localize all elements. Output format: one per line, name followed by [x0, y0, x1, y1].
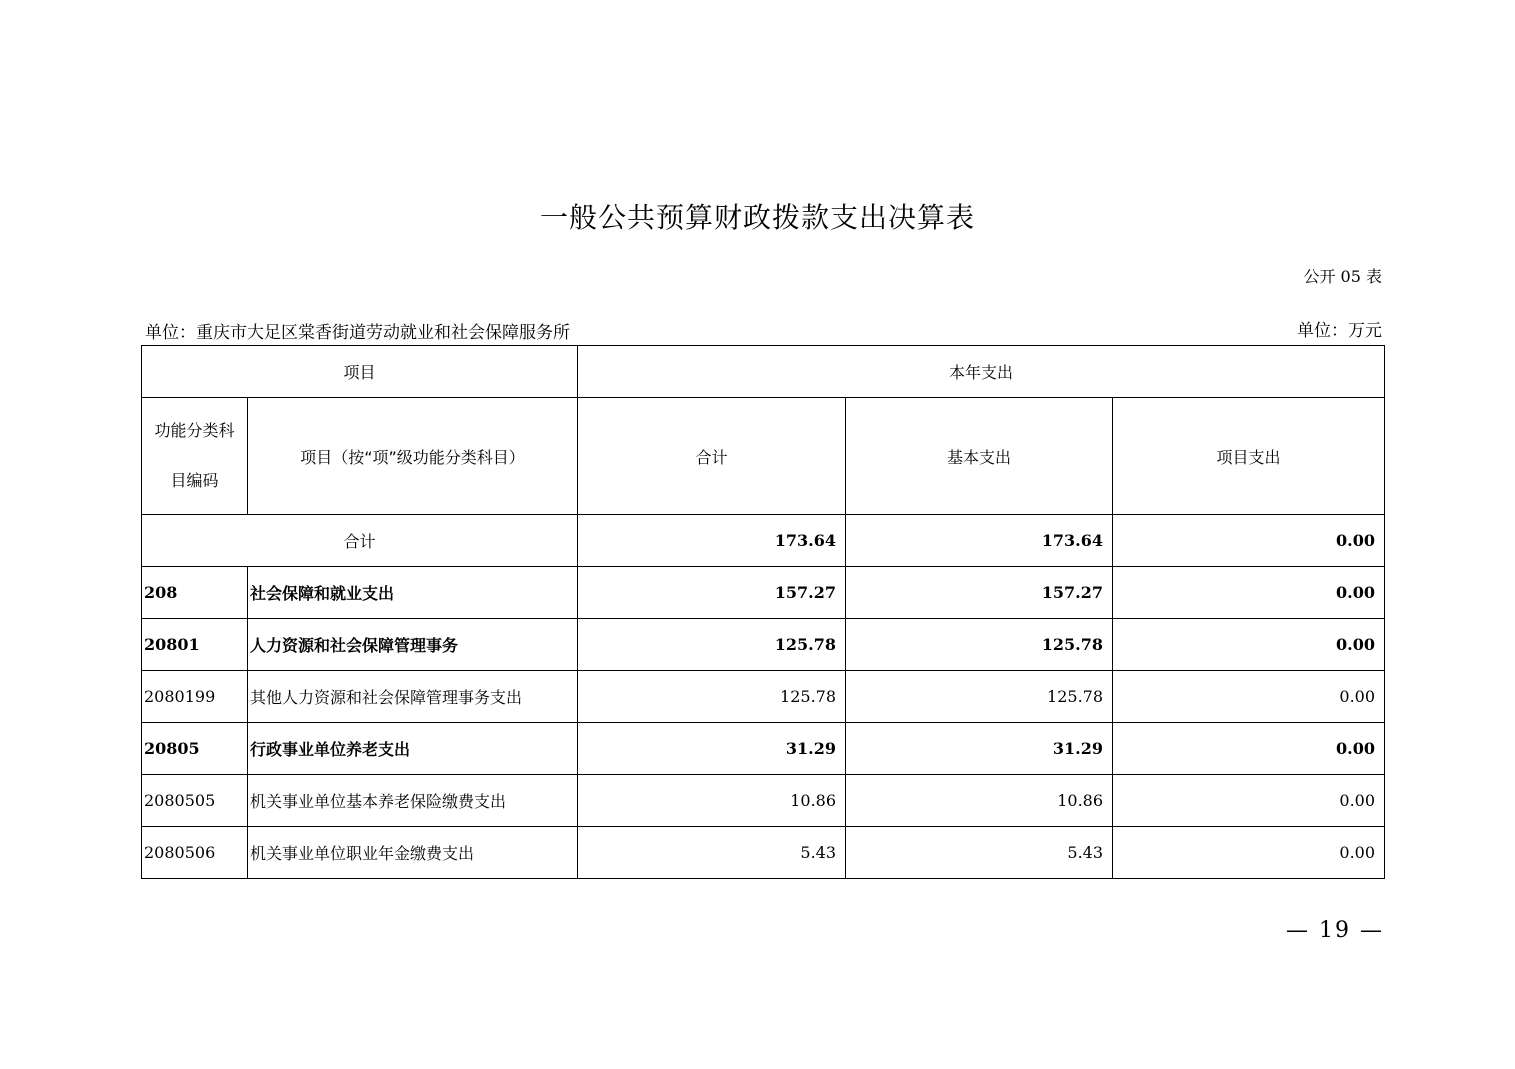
row-code: 20805: [142, 723, 248, 775]
page-number: — 19 —: [1286, 918, 1384, 943]
row-basic: 125.78: [846, 619, 1113, 671]
row-name: 人力资源和社会保障管理事务: [248, 619, 578, 671]
row-total: 10.86: [578, 775, 846, 827]
row-project: 0.00: [1113, 567, 1385, 619]
row-name: 社会保障和就业支出: [248, 567, 578, 619]
table-row: [142, 619, 1385, 671]
row-basic: 10.86: [846, 775, 1113, 827]
header-item-name: 项目（按“项”级功能分类科目）: [248, 398, 578, 515]
row-project: 0.00: [1113, 619, 1385, 671]
row-total: 5.43: [578, 827, 846, 879]
header-row-1: [142, 346, 1385, 398]
row-name: 机关事业单位基本养老保险缴费支出: [248, 775, 578, 827]
total-basic: 173.64: [846, 515, 1113, 567]
header-function-code: [142, 398, 248, 515]
total-label: 合计: [142, 515, 578, 567]
row-total: 31.29: [578, 723, 846, 775]
header-row-2: [142, 398, 1385, 515]
page-title: 一般公共预算财政拨款支出决算表: [539, 201, 975, 234]
header-basic-expense: 基本支出: [846, 398, 1113, 515]
total-amount: 173.64: [578, 515, 846, 567]
total-row: [142, 515, 1385, 567]
header-project: 项目: [142, 346, 578, 398]
header-project-expense: 项目支出: [1113, 398, 1385, 515]
budget-table: [141, 345, 1385, 879]
row-code: 2080505: [142, 775, 248, 827]
row-basic: 157.27: [846, 567, 1113, 619]
unit-organization: 单位：重庆市大足区棠香街道劳动就业和社会保障服务所: [145, 323, 570, 343]
row-code: 2080506: [142, 827, 248, 879]
row-name: 其他人力资源和社会保障管理事务支出: [248, 671, 578, 723]
row-project: 0.00: [1113, 827, 1385, 879]
form-code: 公开 05 表: [1303, 267, 1382, 286]
row-project: 0.00: [1113, 723, 1385, 775]
row-total: 125.78: [578, 619, 846, 671]
header-code-line2: 目编码: [170, 471, 219, 490]
row-basic: 31.29: [846, 723, 1113, 775]
table-row: [142, 775, 1385, 827]
row-name: 机关事业单位职业年金缴费支出: [248, 827, 578, 879]
total-project: 0.00: [1113, 515, 1385, 567]
row-code: 2080199: [142, 671, 248, 723]
row-total: 157.27: [578, 567, 846, 619]
row-basic: 5.43: [846, 827, 1113, 879]
header-total: 合计: [578, 398, 846, 515]
row-project: 0.00: [1113, 775, 1385, 827]
table-row: [142, 671, 1385, 723]
table-row: [142, 723, 1385, 775]
row-project: 0.00: [1113, 671, 1385, 723]
table-row: [142, 827, 1385, 879]
row-basic: 125.78: [846, 671, 1113, 723]
row-name: 行政事业单位养老支出: [248, 723, 578, 775]
unit-currency: 单位：万元: [1297, 321, 1382, 341]
row-code: 208: [142, 567, 248, 619]
header-current-year-expense: 本年支出: [578, 346, 1385, 398]
header-code-line1: 功能分类科: [154, 421, 235, 440]
row-total: 125.78: [578, 671, 846, 723]
table-row: [142, 567, 1385, 619]
row-code: 20801: [142, 619, 248, 671]
